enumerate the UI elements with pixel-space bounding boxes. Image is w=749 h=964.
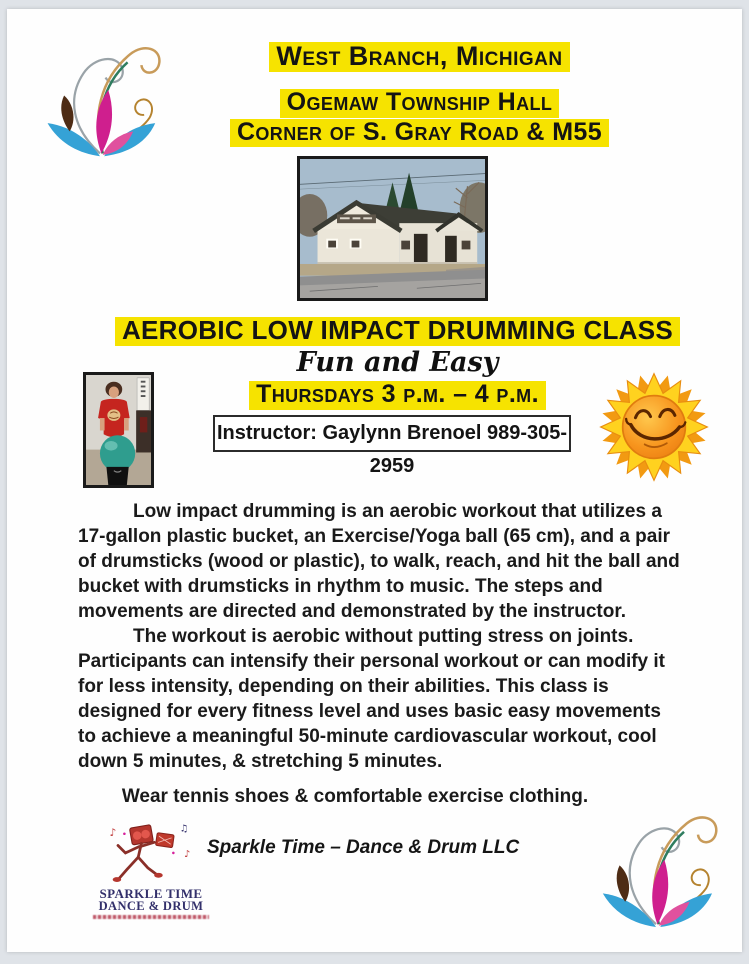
venue-heading-text: Ogemaw Township Hall	[280, 89, 560, 117]
class-tagline: Fun and Easy	[296, 347, 499, 379]
instructor-photo	[83, 372, 154, 488]
description-block	[78, 499, 682, 774]
class-title-line	[53, 317, 742, 346]
logo-tagline-illegible	[93, 915, 209, 919]
instructor-info-box	[213, 415, 571, 477]
header-block	[97, 42, 742, 147]
attire-note: Wear tennis shoes & comfortable exercise clothing.	[121, 786, 589, 807]
svg-text:♪: ♪	[184, 849, 191, 861]
township-hall-photo-art	[300, 159, 485, 298]
dancing-drum-character-icon	[103, 821, 199, 887]
company-name: Sparkle Time – Dance & Drum LLC	[207, 837, 520, 858]
logo-line-1: SPARKLE TIME	[99, 886, 203, 901]
logo-line-2: DANCE & DRUM	[98, 899, 204, 913]
address-heading-text: Corner of S. Gray Road & M55	[230, 119, 609, 147]
description-paragraph-1: Low impact drumming is an aerobic workout that utilizes a 17-gallon plastic bucket, an Exercise/Yoga ball (65 cm), and a pair of drumsticks (wood or plastic), to walk, reach, and hit the ball and bucket with drumsticks in rhythm to music. The steps and movements are directed and demonstrated by the instructor.	[78, 501, 680, 622]
sparkle-time-logo	[81, 821, 221, 919]
city-heading	[97, 42, 742, 72]
flyer-page	[7, 9, 742, 952]
class-title-text: AEROBIC LOW IMPACT DRUMMING CLASS	[115, 317, 680, 346]
venue-heading	[97, 89, 742, 117]
schedule-text: Thursdays 3 p.m. – 4 p.m.	[249, 381, 546, 409]
address-heading	[97, 119, 742, 147]
heading-spacer	[97, 72, 742, 89]
city-heading-text: West Branch, Michigan	[269, 42, 569, 72]
smiling-sun-icon	[592, 369, 716, 485]
svg-text:♪: ♪	[109, 825, 117, 839]
instructor-info-text: Instructor: Gaylynn Brenoel 989-305-2959	[216, 422, 568, 477]
description-paragraph-2: The workout is aerobic without putting stress on joints. Participants can intensify their personal workout or can modify it for less intensity, depending on their abilities. This class is designed for every fitness level and uses basic easy movements to achieve a meaningful 50-minute cardiovascular workout, cool down 5 minutes, & stretching 5 minutes.	[78, 626, 666, 772]
flourish-swirl-icon	[586, 795, 726, 947]
township-hall-photo	[297, 156, 488, 301]
instructor-photo-art	[86, 375, 151, 485]
svg-text:♫: ♫	[179, 823, 189, 835]
